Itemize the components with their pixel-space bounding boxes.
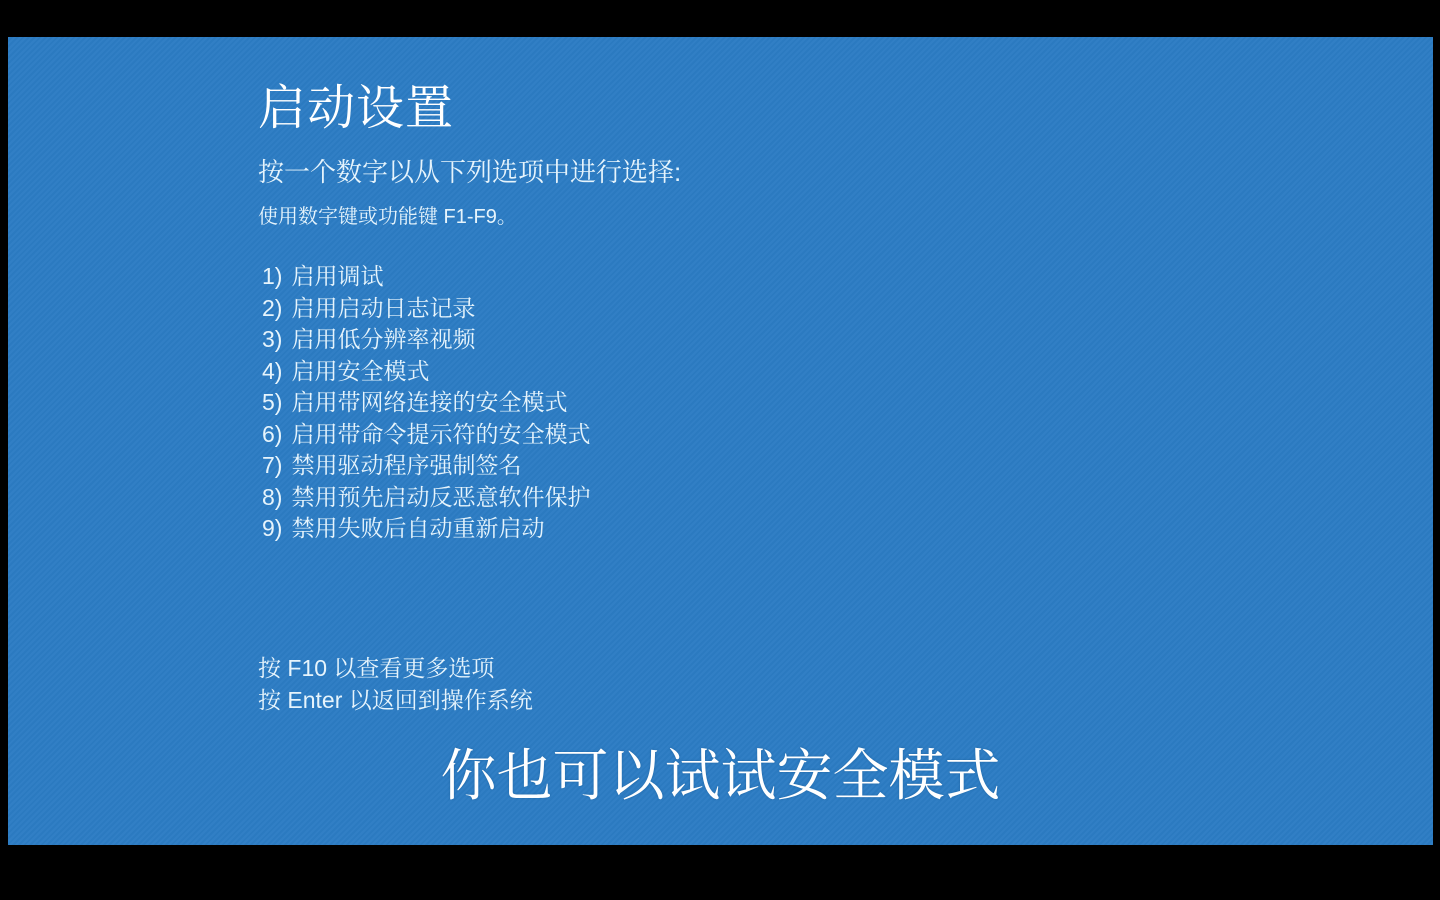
option-number: 2) [262,294,283,321]
option-2-enable-boot-logging[interactable] [262,293,590,325]
option-number: 1) [262,263,283,289]
option-label: 禁用预先启动反恶意软件保护 [291,483,591,510]
keys-hint-text: 使用数字键或功能键 F1-F9。 [258,206,517,228]
page-title: 启动设置 [258,82,455,135]
option-6-enable-safe-mode-with-command-prompt[interactable] [262,419,590,451]
option-label: 启用启动日志记录 [291,294,476,321]
footer-hints [258,652,533,716]
instruction-text: 按一个数字以从下列选项中进行选择: [258,157,682,187]
footer-f10-more-options: 按 F10 以查看更多选项 [258,655,495,681]
footer-enter-return-os: 按 Enter 以返回到操作系统 [258,687,533,713]
option-label: 启用调试 [291,263,384,289]
option-label: 启用带网络连接的安全模式 [291,389,568,415]
option-label: 启用低分辨率视频 [291,326,476,352]
option-number: 8) [262,483,283,510]
video-subtitle-caption: 你也可以试试安全模式 [440,744,1001,807]
option-7-disable-driver-signature-enforcement[interactable] [262,450,590,482]
options-list [262,261,590,545]
option-number: 3) [262,326,283,352]
option-number: 6) [262,420,283,447]
option-9-disable-automatic-restart-on-failure[interactable] [262,513,590,545]
option-3-enable-low-resolution-video[interactable] [262,324,590,356]
option-8-disable-early-launch-anti-malware[interactable] [262,482,590,514]
option-1-enable-debugging[interactable] [262,261,590,293]
option-4-enable-safe-mode[interactable] [262,356,590,388]
startup-settings-screen [8,37,1433,845]
option-number: 7) [262,452,283,478]
option-label: 禁用驱动程序强制签名 [291,452,522,478]
option-5-enable-safe-mode-with-networking[interactable] [262,387,590,419]
option-number: 9) [262,515,283,541]
option-label: 启用带命令提示符的安全模式 [291,420,591,447]
option-label: 启用安全模式 [291,357,430,384]
option-number: 5) [262,389,283,415]
option-number: 4) [262,357,283,384]
option-label: 禁用失败后自动重新启动 [291,515,545,541]
